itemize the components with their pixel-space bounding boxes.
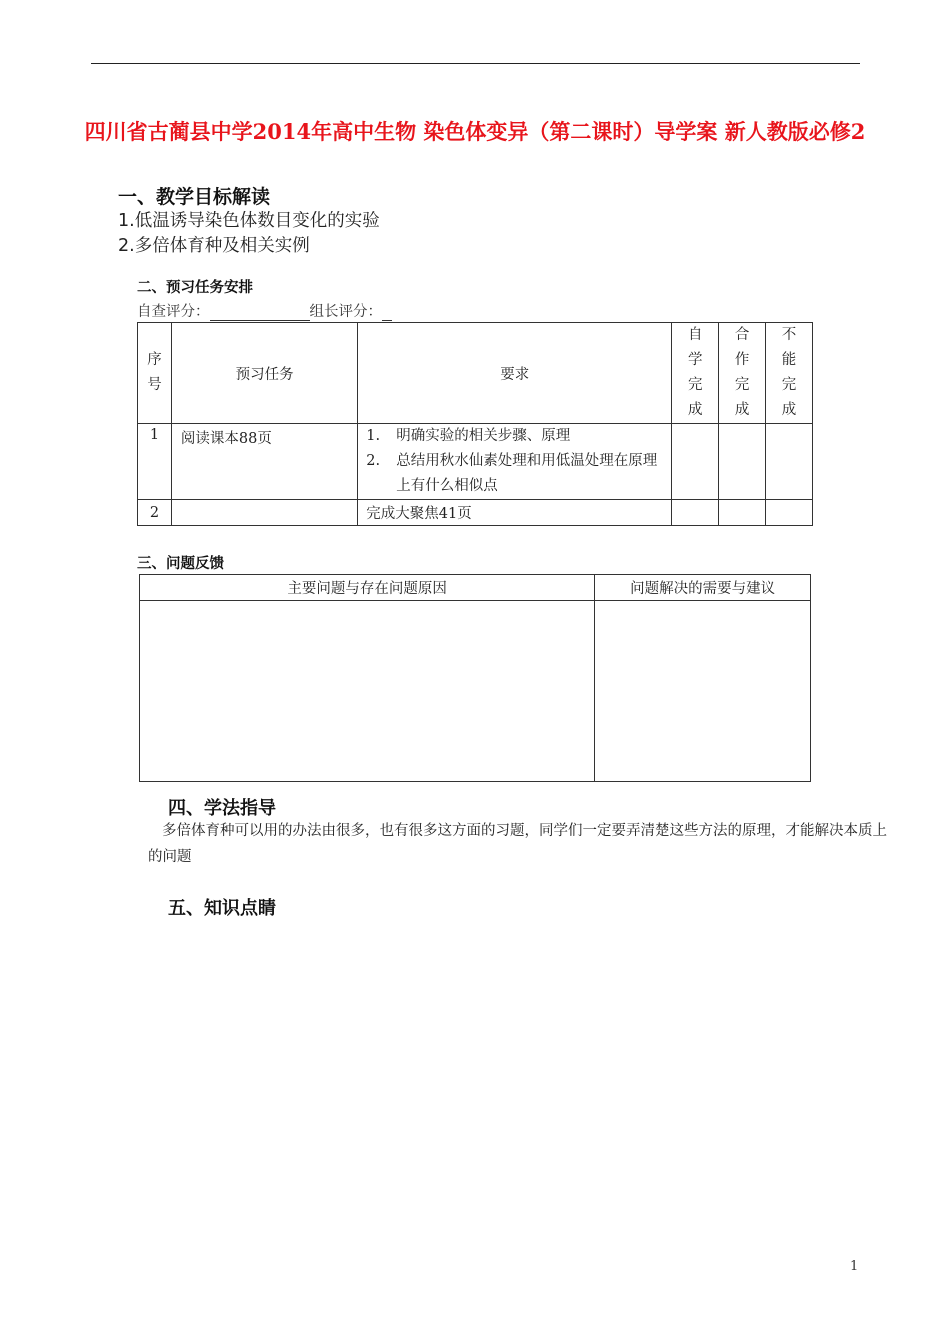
score-line bbox=[137, 300, 392, 321]
feedback-col-problems: 主要问题与存在问题原因 bbox=[140, 575, 595, 601]
row1-requirements bbox=[358, 424, 672, 500]
row1-task: 阅读课本88页 bbox=[171, 424, 357, 500]
section4-heading: 四、学法指导 bbox=[168, 798, 276, 819]
header-task: 预习任务 bbox=[171, 323, 357, 424]
preview-task-table bbox=[137, 322, 813, 526]
self-score-blank[interactable] bbox=[210, 304, 310, 321]
header-self-complete: 自学完成 bbox=[672, 323, 719, 424]
row2-cannot-cell[interactable] bbox=[766, 500, 813, 526]
row2-requirements: 完成大聚焦41页 bbox=[358, 500, 672, 526]
header-cannot-complete: 不能完成 bbox=[766, 323, 813, 424]
objective-item-2: 2.多倍体育种及相关实例 bbox=[118, 236, 310, 256]
row1-coop-cell[interactable] bbox=[719, 424, 766, 500]
row2-num: 2 bbox=[138, 500, 172, 526]
section2-heading: 二、预习任务安排 bbox=[137, 280, 253, 296]
leader-score-blank[interactable] bbox=[382, 304, 392, 321]
section3-heading: 三、问题反馈 bbox=[137, 556, 224, 572]
feedback-suggestions-cell[interactable] bbox=[595, 601, 811, 782]
feedback-header-row bbox=[140, 575, 811, 601]
header-num: 序号 bbox=[138, 323, 172, 424]
row1-self-cell[interactable] bbox=[672, 424, 719, 500]
leader-score-label: 组长评分： bbox=[309, 304, 382, 320]
table-row bbox=[138, 424, 813, 500]
document-title: 四川省古蔺县中学2014年高中生物 染色体变异（第二课时）导学案 新人教版必修2 bbox=[84, 119, 866, 144]
feedback-table bbox=[139, 574, 811, 782]
study-method-paragraph: 多倍体育种可以用的办法由很多，也有很多这方面的习题，同学们一定要弄清楚这些方法的原理，才能解决本质上的问题 bbox=[148, 823, 887, 865]
row1-num: 1 bbox=[138, 424, 172, 500]
req2-text: 总结用秋水仙素处理和用低温处理在原理上有什么相似点 bbox=[396, 453, 658, 494]
row2-coop-cell[interactable] bbox=[719, 500, 766, 526]
req1-number: 1. bbox=[366, 428, 381, 444]
section1-heading: 一、教学目标解读 bbox=[118, 186, 271, 208]
header-rule bbox=[91, 63, 860, 64]
self-score-label: 自查评分： bbox=[137, 304, 210, 320]
row2-self-cell[interactable] bbox=[672, 500, 719, 526]
section5-heading: 五、知识点睛 bbox=[168, 898, 276, 919]
header-coop-complete: 合作完成 bbox=[719, 323, 766, 424]
table-header-row bbox=[138, 323, 813, 424]
header-requirements: 要求 bbox=[358, 323, 672, 424]
req1-text: 明确实验的相关步骤、原理 bbox=[396, 428, 571, 444]
row2-task bbox=[171, 500, 357, 526]
feedback-problems-cell[interactable] bbox=[140, 601, 595, 782]
feedback-col-suggestions: 问题解决的需要与建议 bbox=[595, 575, 811, 601]
feedback-body-row bbox=[140, 601, 811, 782]
page-number: 1 bbox=[850, 1259, 859, 1274]
req2-number: 2. bbox=[366, 453, 381, 469]
table-row bbox=[138, 500, 813, 526]
row1-cannot-cell[interactable] bbox=[766, 424, 813, 500]
objective-item-1: 1.低温诱导染色体数目变化的实验 bbox=[118, 211, 380, 231]
